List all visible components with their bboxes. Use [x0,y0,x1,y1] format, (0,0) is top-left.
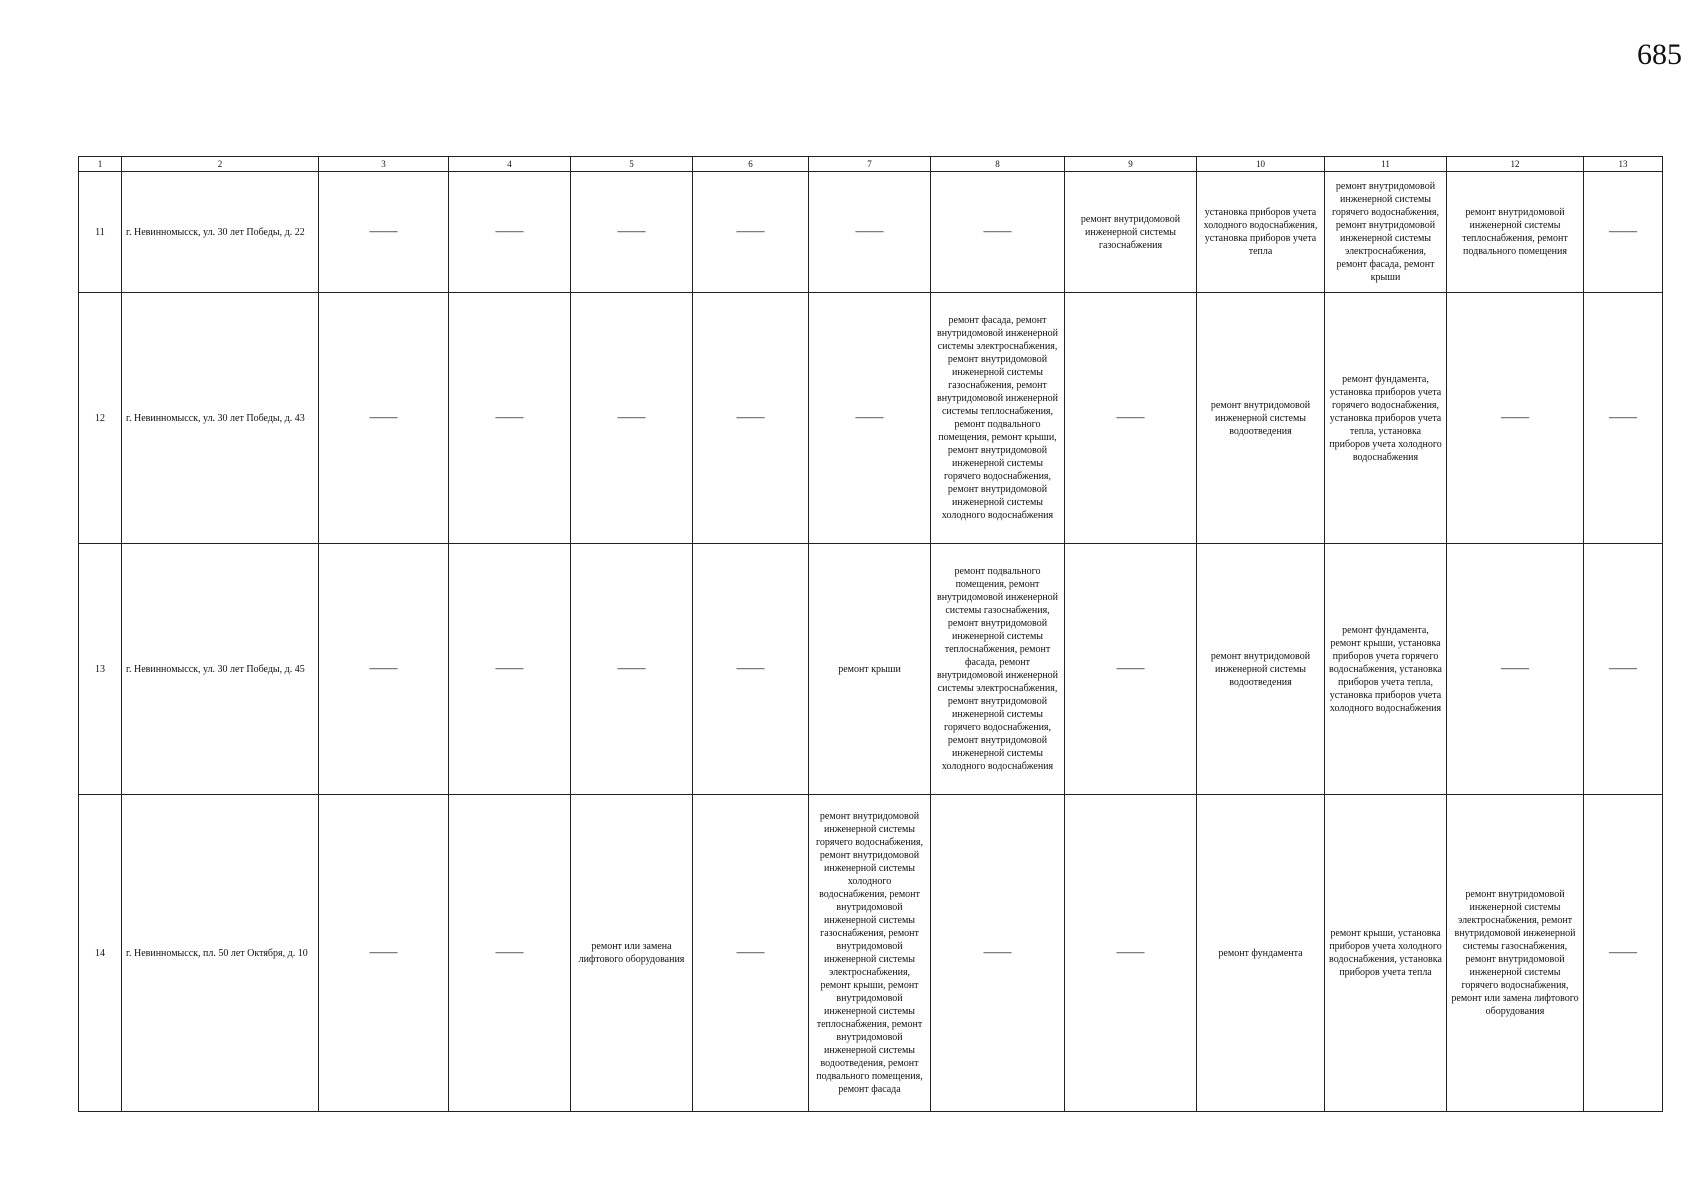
empty-dash-cell: —— [693,544,809,795]
row-number: 14 [79,795,122,1112]
empty-dash-cell: —— [571,172,693,293]
repair-schedule-table [78,156,1663,1112]
work-cell: ремонт внутридомовой инженерной системы газоснабжения [1065,172,1197,293]
work-cell: ремонт внутридомовой инженерной системы теплоснабжения, ремонт подвального помещения [1447,172,1584,293]
column-header: 10 [1197,157,1325,172]
work-cell: ремонт подвального помещения, ремонт внутридомовой инженерной системы газоснабжения, ремонт внутридомовой инженерной системы теплоснабжения, ремонт фасада, ремонт внутридомовой инженерной системы электроснабжения, ремонт внутридомовой инженерной системы горячего водоснабжения, ремонт внутридомовой инженерной системы холодного водоснабжения [931,544,1065,795]
work-cell: ремонт фасада, ремонт внутридомовой инженерной системы электроснабжения, ремонт внутридомовой инженерной системы газоснабжения, ремонт внутридомовой инженерной системы теплоснабжения, ремонт подвального помещения, ремонт крыши, ремонт внутридомовой инженерной системы горячего водоснабжения, ремонт внутридомовой инженерной системы холодного водоснабжения [931,293,1065,544]
column-header: 4 [449,157,571,172]
column-header: 12 [1447,157,1584,172]
work-cell: ремонт внутридомовой инженерной системы водоотведения [1197,293,1325,544]
page-number: 685 [1637,38,1682,71]
work-cell: установка приборов учета холодного водоснабжения, установка приборов учета тепла [1197,172,1325,293]
work-cell: ремонт внутридомовой инженерной системы электроснабжения, ремонт внутридомовой инженерной системы газоснабжения, ремонт внутридомовой инженерной системы горячего водоснабжения, ремонт или замена лифтового оборудования [1447,795,1584,1112]
empty-dash-cell: —— [571,544,693,795]
empty-dash-cell: —— [931,172,1065,293]
empty-dash-cell: —— [1065,544,1197,795]
empty-dash-cell: —— [571,293,693,544]
column-header: 1 [79,157,122,172]
work-cell: ремонт внутридомовой инженерной системы горячего водоснабжения, ремонт внутридомовой инженерной системы электроснабжения, ремонт фасада, ремонт крыши [1325,172,1447,293]
address-cell: г. Невинномысск, ул. 30 лет Победы, д. 43 [122,293,319,544]
empty-dash-cell: —— [809,172,931,293]
column-header: 6 [693,157,809,172]
column-header: 5 [571,157,693,172]
work-cell: ремонт крыши, установка приборов учета холодного водоснабжения, установка приборов учета тепла [1325,795,1447,1112]
empty-dash-cell: —— [1447,293,1584,544]
work-cell: ремонт или замена лифтового оборудования [571,795,693,1112]
column-header: 3 [319,157,449,172]
address-cell: г. Невинномысск, пл. 50 лет Октября, д. 10 [122,795,319,1112]
table-row [79,172,1663,293]
empty-dash-cell: —— [319,293,449,544]
table-row [79,293,1663,544]
column-number-row [79,157,1663,172]
column-header: 7 [809,157,931,172]
empty-dash-cell: —— [449,293,571,544]
address-cell: г. Невинномысск, ул. 30 лет Победы, д. 45 [122,544,319,795]
work-cell: ремонт фундамента, установка приборов учета горячего водоснабжения, установка приборов учета тепла, установка приборов учета холодного водоснабжения [1325,293,1447,544]
work-cell: ремонт внутридомовой инженерной системы водоотведения [1197,544,1325,795]
empty-dash-cell: —— [319,795,449,1112]
empty-dash-cell: —— [1065,795,1197,1112]
empty-dash-cell: —— [693,795,809,1112]
empty-dash-cell: —— [319,544,449,795]
work-cell: ремонт внутридомовой инженерной системы горячего водоснабжения, ремонт внутридомовой инженерной системы холодного водоснабжения, ремонт внутридомовой инженерной системы газоснабжения, ремонт внутридомовой инженерной системы электроснабжения, ремонт крыши, ремонт внутридомовой инженерной системы теплоснабжения, ремонт внутридомовой инженерной системы водоотведения, ремонт подвального помещения, ремонт фасада [809,795,931,1112]
work-cell: ремонт крыши [809,544,931,795]
row-number: 12 [79,293,122,544]
empty-dash-cell: —— [1447,544,1584,795]
empty-dash-cell: —— [931,795,1065,1112]
empty-dash-cell: —— [693,293,809,544]
empty-dash-cell: —— [693,172,809,293]
empty-dash-cell: —— [1584,293,1663,544]
empty-dash-cell: —— [449,172,571,293]
empty-dash-cell: —— [449,795,571,1112]
empty-dash-cell: —— [809,293,931,544]
table-row [79,544,1663,795]
table-row [79,795,1663,1112]
empty-dash-cell: —— [1584,544,1663,795]
empty-dash-cell: —— [1584,795,1663,1112]
column-header: 9 [1065,157,1197,172]
empty-dash-cell: —— [1065,293,1197,544]
empty-dash-cell: —— [449,544,571,795]
column-header: 13 [1584,157,1663,172]
column-header: 8 [931,157,1065,172]
empty-dash-cell: —— [319,172,449,293]
row-number: 13 [79,544,122,795]
column-header: 11 [1325,157,1447,172]
work-cell: ремонт фундамента [1197,795,1325,1112]
row-number: 11 [79,172,122,293]
address-cell: г. Невинномысск, ул. 30 лет Победы, д. 22 [122,172,319,293]
column-header: 2 [122,157,319,172]
work-cell: ремонт фундамента, ремонт крыши, установка приборов учета горячего водоснабжения, установка приборов учета тепла, установка приборов учета холодного водоснабжения [1325,544,1447,795]
empty-dash-cell: —— [1584,172,1663,293]
